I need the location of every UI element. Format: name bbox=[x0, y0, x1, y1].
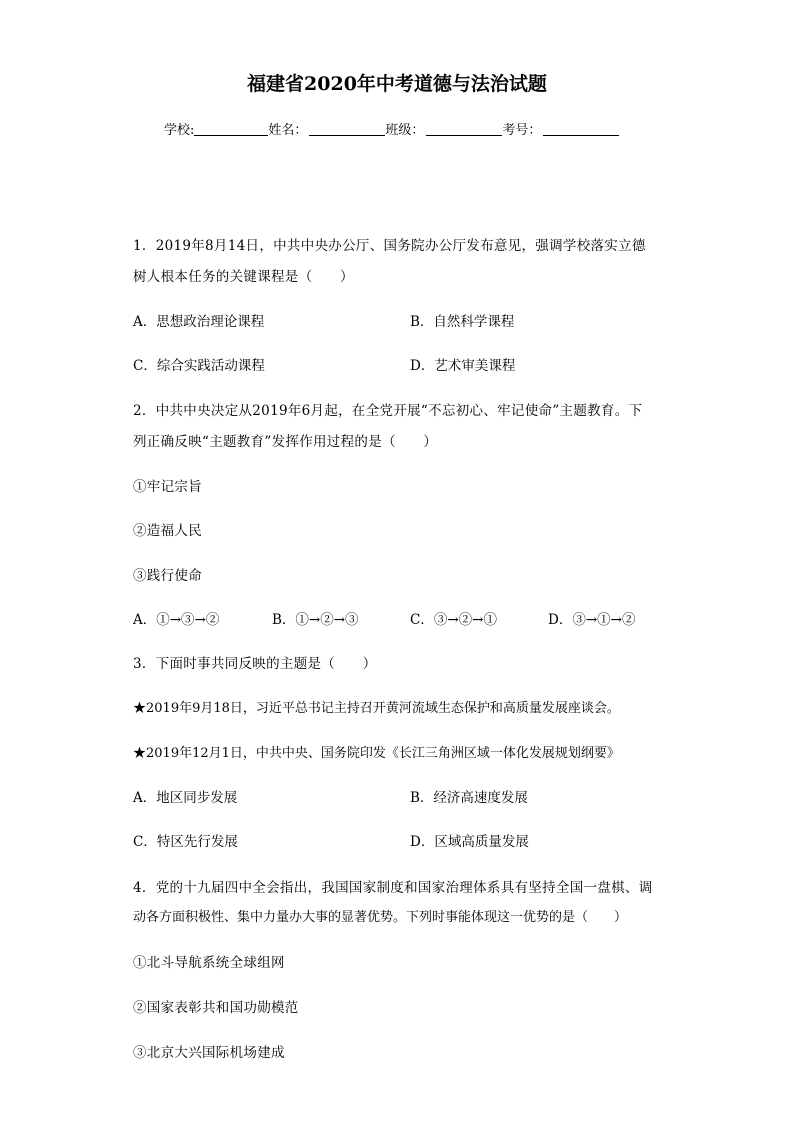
q2-option-b[interactable]: B．①→②→③ bbox=[272, 612, 359, 628]
q3-option-a[interactable]: A．地区同步发展 bbox=[133, 790, 238, 806]
name-blank[interactable] bbox=[309, 123, 385, 136]
q2-item-1: ①牢记宗旨 bbox=[133, 479, 202, 495]
q3-option-c[interactable]: C．特区先行发展 bbox=[133, 834, 238, 850]
name-label: 姓名： bbox=[268, 123, 308, 138]
q2-stem-line1: 2．中共中央决定从2019年6月起，在全党开展“不忘初心、牢记使命”主题教育。下 bbox=[133, 403, 643, 419]
q4-item-1: ①北斗导航系统全球组网 bbox=[133, 955, 285, 971]
q4-item-2: ②国家表彰共和国功勋模范 bbox=[133, 1000, 299, 1016]
q3-stem: 3．下面时事共同反映的主题是（ ） bbox=[133, 656, 377, 672]
school-blank[interactable] bbox=[194, 123, 268, 136]
q4-item-3: ③北京大兴国际机场建成 bbox=[133, 1045, 285, 1061]
page-title: 福建省2020年中考道德与法治试题 bbox=[247, 73, 547, 95]
q1-stem-line2: 树人根本任务的关键课程是（ ） bbox=[133, 269, 354, 285]
q2-stem-line2: 列正确反映“主题教育”发挥作用过程的是（ ） bbox=[133, 434, 438, 450]
q4-stem-line2: 动各方面积极性、集中力量办大事的显著优势。下列时事能体现这一优势的是（ ） bbox=[133, 910, 628, 925]
q1-option-c[interactable]: C．综合实践活动课程 bbox=[133, 358, 265, 374]
q3-option-d[interactable]: D．区域高质量发展 bbox=[410, 834, 529, 850]
q3-news-1: ★2019年9月18日，习近平总书记主持召开黄河流域生态保护和高质量发展座谈会。 bbox=[133, 701, 620, 716]
q1-option-b[interactable]: B．自然科学课程 bbox=[410, 314, 515, 330]
q2-option-c[interactable]: C．③→②→① bbox=[410, 612, 497, 628]
q2-option-a[interactable]: A．①→③→② bbox=[133, 612, 220, 628]
class-blank[interactable] bbox=[426, 123, 502, 136]
school-label: 学校: bbox=[164, 123, 195, 138]
q3-news-2: ★2019年12月1日，中共中央、国务院印发《长江三角洲区域一体化发展规划纲要》 bbox=[133, 746, 620, 761]
q4-stem-line1: 4．党的十九届四中全会指出，我国国家制度和国家治理体系具有坚持全国一盘棋、调 bbox=[133, 880, 653, 896]
q2-item-3: ③践行使命 bbox=[133, 568, 202, 584]
q1-option-a[interactable]: A．思想政治理论课程 bbox=[133, 314, 265, 330]
class-label: 班级： bbox=[385, 123, 425, 138]
q2-item-2: ②造福人民 bbox=[133, 523, 202, 539]
q1-stem-line1: 1．2019年8月14日，中共中央办公厅、国务院办公厅发布意见，强调学校落实立德 bbox=[133, 238, 646, 254]
q3-option-b[interactable]: B．经济高速度发展 bbox=[410, 790, 528, 806]
student-info-row bbox=[164, 119, 619, 138]
exam-no-blank[interactable] bbox=[543, 123, 619, 136]
q2-option-d[interactable]: D．③→①→② bbox=[548, 612, 636, 628]
exam-no-label: 考号： bbox=[502, 123, 542, 138]
q1-option-d[interactable]: D．艺术审美课程 bbox=[410, 358, 516, 374]
